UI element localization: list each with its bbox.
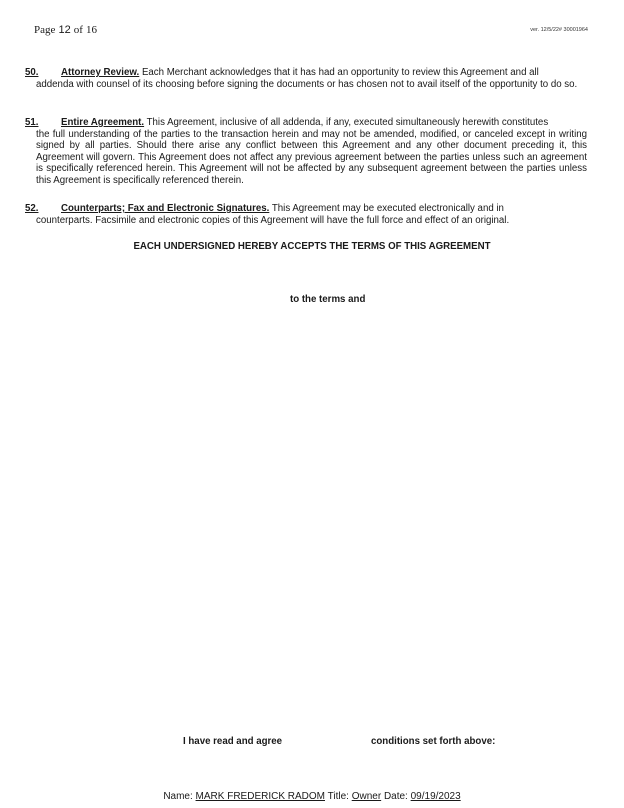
page-current: 12 <box>58 24 71 36</box>
clause-number: 51. <box>25 117 39 128</box>
page-number <box>34 24 97 36</box>
acceptance-statement: EACH UNDERSIGNED HEREBY ACCEPTS THE TERMS OF THIS AGREEMENT <box>133 241 491 252</box>
acceptance-fragment-top: to the terms and <box>290 294 366 305</box>
acceptance-fragment-left: I have read and agree <box>183 736 283 747</box>
clause-51 <box>25 117 587 187</box>
clause-heading: Entire Agreement. <box>61 117 145 128</box>
acceptance-fragment-right: conditions set forth above: <box>371 736 496 747</box>
page-total: 16 <box>86 24 97 36</box>
version-label: ver. 12/5/22# 30001964 <box>530 27 588 33</box>
signer-name: MARK FREDERICK RADOM <box>195 791 325 802</box>
clause-50 <box>25 67 587 90</box>
clause-heading: Counterparts; Fax and Electronic Signatures. <box>61 203 270 214</box>
clause-52 <box>25 203 587 226</box>
clause-body: counterparts. Facsimile and electronic copies of this Agreement will have the full force and effect of an original. <box>36 214 510 226</box>
title-label: Title: <box>327 791 349 802</box>
clause-first-line: Each Merchant acknowledges that it has had an opportunity to review this Agreement and all <box>141 67 539 78</box>
page-prefix: Page <box>34 24 56 36</box>
name-label: Name: <box>163 791 193 802</box>
page-of: of <box>73 24 83 36</box>
clause-body: the full understanding of the parties to the transaction herein and may not be amended, modified, or canceled except in writing signed by all parties. Should there arise any conflict between this Agreement and any other document preceding it, this Agreement will govern. This Agreement does not affect any previous agreement between the parties unless such an agreement is specifically referenced herein. This Agreement will not be affected by any subsequent agreement between the parties unless this Agreement is specifically referenced therein. <box>36 128 587 186</box>
signer-title: Owner <box>351 791 382 802</box>
clause-number: 52. <box>25 203 39 214</box>
date-label: Date: <box>383 791 408 802</box>
clause-body: addenda with counsel of its choosing before signing the documents or has chosen not to avail itself of the opportunity to do so. <box>36 78 578 90</box>
signature-date: 09/19/2023 <box>410 791 461 802</box>
signature-line <box>0 791 624 802</box>
clause-heading: Attorney Review. <box>61 67 140 78</box>
clause-first-line: This Agreement may be executed electronically and in <box>271 203 504 214</box>
clause-number: 50. <box>25 67 39 78</box>
clause-first-line: This Agreement, inclusive of all addenda, if any, executed simultaneously herewith constitutes <box>146 117 549 128</box>
